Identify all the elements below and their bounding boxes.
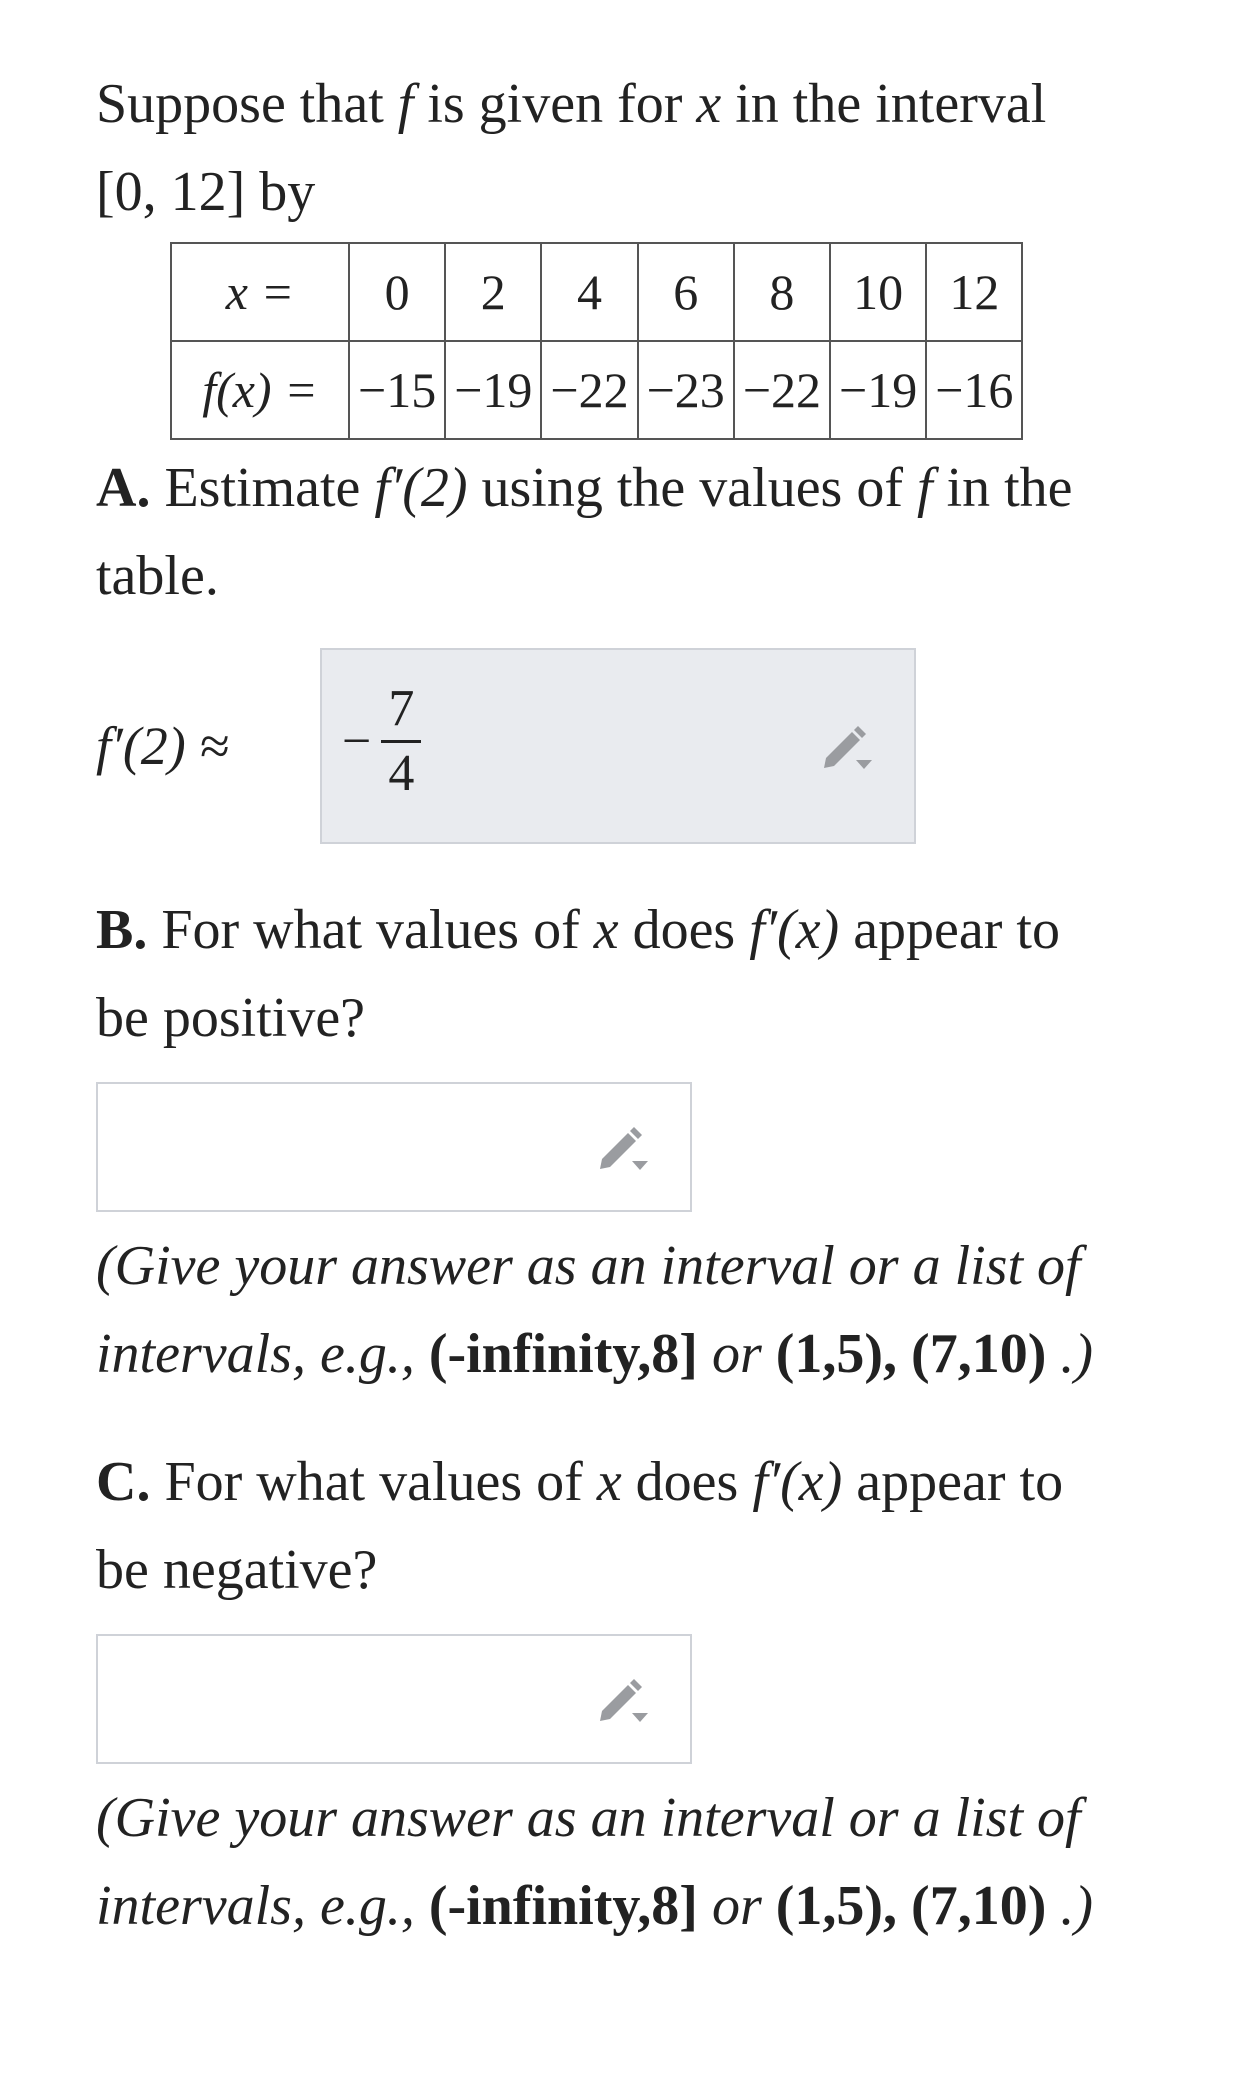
hint-open: (Give your answer as an interval or a list of intervals, e.g., (96, 1787, 1081, 1937)
part-a-answer-field[interactable] (320, 648, 916, 844)
part-c-text-2: does (621, 1451, 753, 1513)
variable-symbol: x (696, 73, 722, 135)
answer-fraction (342, 678, 421, 805)
part-b-answer-field[interactable] (96, 1082, 692, 1212)
part-c-question (96, 1438, 1096, 1614)
intro-text-4: by (245, 161, 316, 223)
part-c-text-3: appear to be negative? (96, 1451, 1064, 1601)
hint-open: (Give your answer as an interval or a list of intervals, e.g., (96, 1235, 1081, 1385)
part-b-section (96, 886, 1096, 1398)
table-cell: 12 (926, 243, 1022, 341)
fraction-stack (381, 678, 421, 805)
table-row-fx (171, 341, 1022, 439)
table-cell: −22 (734, 341, 830, 439)
table-cell: 2 (445, 243, 541, 341)
table-cell: −23 (638, 341, 734, 439)
hint-close: .) (1046, 1323, 1093, 1385)
hint-example-2: (1,5), (7,10) (775, 1875, 1047, 1937)
fraction-denominator: 4 (388, 745, 415, 802)
part-a-text-3: in the table. (96, 457, 1073, 607)
part-b-x: x (593, 899, 619, 961)
part-b-text-1: For what values of (147, 899, 594, 961)
table-cell: −19 (445, 341, 541, 439)
table-cell: −22 (541, 341, 637, 439)
problem-page (96, 60, 1096, 1950)
table-cell: 10 (830, 243, 926, 341)
pencil-icon[interactable] (590, 1115, 654, 1179)
pencil-icon[interactable] (814, 714, 878, 778)
part-a-question (96, 444, 1096, 620)
hint-example-2: (1,5), (7,10) (775, 1323, 1047, 1385)
part-c-hint (96, 1774, 1096, 1950)
intro-text-2: is given for (413, 73, 697, 135)
table-cell: 6 (638, 243, 734, 341)
table-cell: 4 (541, 243, 637, 341)
part-a-text-1: Estimate (150, 457, 375, 519)
part-a-expr: f′(2) (374, 457, 468, 519)
part-b-expr: f′(x) (749, 899, 840, 961)
part-b-question (96, 886, 1096, 1062)
values-table (170, 242, 1023, 440)
function-symbol: f (397, 73, 414, 135)
hint-example-1: (-infinity,8] (428, 1323, 698, 1385)
table-cell: −19 (830, 341, 926, 439)
intro-text-3: in the interval (721, 73, 1047, 135)
intro-text-1: Suppose that (96, 73, 398, 135)
part-c-expr: f′(x) (752, 1451, 843, 1513)
hint-example-1: (-infinity,8] (428, 1875, 698, 1937)
part-a-text-2: using the values of (467, 457, 917, 519)
part-a-answer-row (96, 646, 1096, 846)
fraction-numerator: 7 (388, 680, 415, 737)
hint-close: .) (1046, 1875, 1093, 1937)
part-c-x: x (596, 1451, 622, 1513)
part-c-letter: C. (96, 1451, 151, 1513)
table-cell: 8 (734, 243, 830, 341)
row-header-x: x = (171, 243, 349, 341)
row-header-fx: f(x) = (171, 341, 349, 439)
part-a-f: f (917, 457, 933, 519)
hint-or: or (697, 1323, 776, 1385)
table-cell: 0 (349, 243, 445, 341)
part-c-text-1: For what values of (150, 1451, 597, 1513)
part-c-answer-field[interactable] (96, 1634, 692, 1764)
part-b-letter: B. (96, 899, 148, 961)
part-c-section (96, 1438, 1096, 1950)
interval: [0, 12] (96, 161, 246, 223)
hint-or: or (697, 1875, 776, 1937)
part-a-letter: A. (96, 457, 151, 519)
part-a-lhs: f′(2) ≈ (96, 716, 229, 776)
table-cell: −15 (349, 341, 445, 439)
pencil-icon[interactable] (590, 1667, 654, 1731)
problem-intro (96, 60, 1096, 236)
table-cell: −16 (926, 341, 1022, 439)
part-b-text-3: appear to be positive? (96, 899, 1060, 1049)
part-b-text-2: does (618, 899, 750, 961)
part-b-hint (96, 1222, 1096, 1398)
table-row-x (171, 243, 1022, 341)
fraction-sign: − (342, 713, 372, 770)
